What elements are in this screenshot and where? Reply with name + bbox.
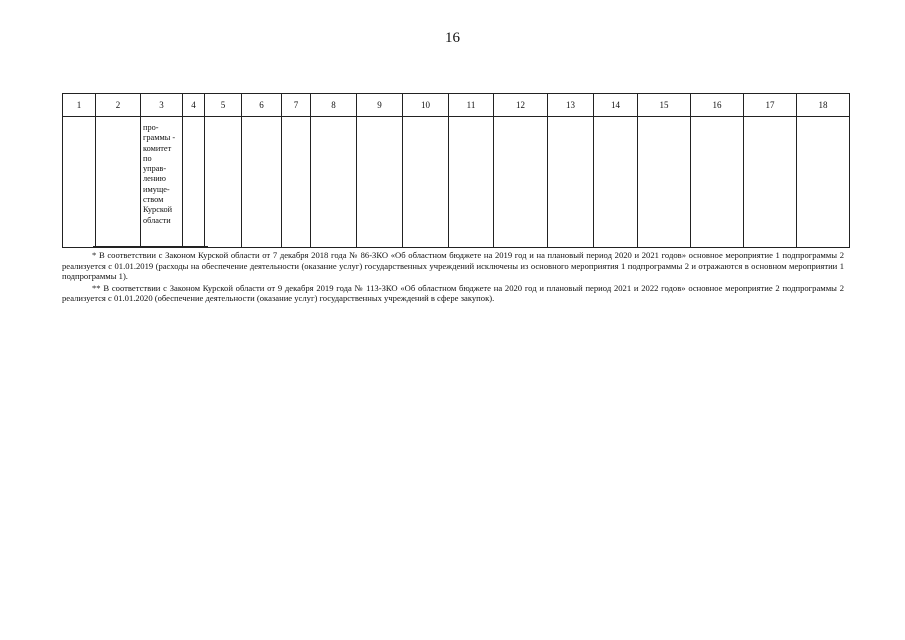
cell-text-line: по xyxy=(143,153,152,163)
column-header: 2 xyxy=(96,94,141,117)
cell-text-line: лению xyxy=(143,174,166,184)
cell-text-line: ством xyxy=(143,195,164,205)
column-header: 12 xyxy=(494,94,548,117)
column-header: 7 xyxy=(282,94,311,117)
responsible-executor-cell xyxy=(141,117,183,248)
table-cell xyxy=(183,117,205,248)
column-header: 18 xyxy=(797,94,850,117)
cell-text-line: граммы - xyxy=(143,133,176,143)
table-cell xyxy=(691,117,744,248)
table-cell xyxy=(638,117,691,248)
table-cell xyxy=(205,117,242,248)
column-header: 15 xyxy=(638,94,691,117)
column-header: 14 xyxy=(594,94,638,117)
cell-text-line: про- xyxy=(143,123,159,132)
table-cell xyxy=(594,117,638,248)
table-cell xyxy=(403,117,449,248)
table-cell xyxy=(744,117,797,248)
column-header: 17 xyxy=(744,94,797,117)
footnote-divider xyxy=(93,246,208,247)
cell-text-line: управ- xyxy=(143,164,167,174)
cell-text-line: имуще- xyxy=(143,184,170,194)
column-header: 10 xyxy=(403,94,449,117)
page-number: 16 xyxy=(445,30,460,46)
footnote-1: * В соответствии с Законом Курской области от 7 декабря 2018 года № 86-ЗКО «Об областном бюджете на 2019 год и на плановый период 2020 и 2021 годов» основное мероприятие 1 подпрограммы 2 реализуется с 01.01.2019 (расходы на обеспечение деятельности (оказание услуг) государственных учреждений исключены из основного мероприятия 1 подпрограммы 2 и отражаются в основном мероприятии 1 подпрограммы 1). xyxy=(62,250,844,282)
column-header: 9 xyxy=(357,94,403,117)
column-header: 1 xyxy=(63,94,96,117)
cell-text-line: области xyxy=(143,215,171,225)
table-row xyxy=(63,117,850,248)
column-header: 16 xyxy=(691,94,744,117)
table-cell xyxy=(449,117,494,248)
column-header: 6 xyxy=(242,94,282,117)
table-cell xyxy=(548,117,594,248)
table-cell xyxy=(63,117,96,248)
table-header-row xyxy=(63,94,850,117)
table-cell xyxy=(797,117,850,248)
column-header: 11 xyxy=(449,94,494,117)
table-cell xyxy=(96,117,141,248)
cell-text-line: комитет xyxy=(143,143,172,153)
column-header: 3 xyxy=(141,94,183,117)
table-cell xyxy=(494,117,548,248)
table-cell xyxy=(357,117,403,248)
footnotes xyxy=(62,250,844,305)
footnote-2: ** В соответствии с Законом Курской области от 9 декабря 2019 года № 113-ЗКО «Об областном бюджете на 2020 год и плановый период 2021 и 2022 годов» основное мероприятие 2 подпрограммы 2 реализуется с 01.01.2020 (обеспечение деятельности (оказание услуг) государственных учреждений в сфере закупок). xyxy=(62,282,844,304)
data-table xyxy=(62,93,850,248)
cell-text-line: Курской xyxy=(143,205,173,215)
column-header: 8 xyxy=(311,94,357,117)
column-header: 5 xyxy=(205,94,242,117)
table-cell xyxy=(242,117,282,248)
column-header: 13 xyxy=(548,94,594,117)
table-cell xyxy=(282,117,311,248)
table-cell xyxy=(311,117,357,248)
column-header: 4 xyxy=(183,94,205,117)
